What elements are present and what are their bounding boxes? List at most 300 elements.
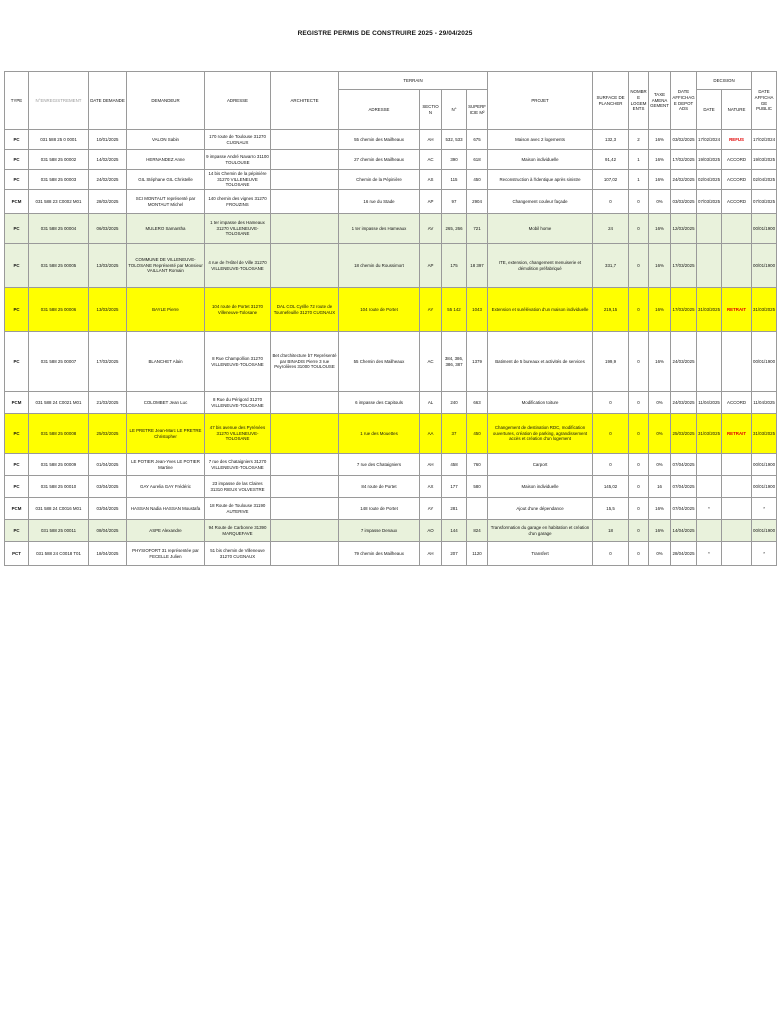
date-public-cell: 00/01/1900 <box>752 520 777 542</box>
architecte-cell <box>271 392 339 414</box>
terrain-adresse-cell: 79 chemin des Mailheaux <box>339 542 420 566</box>
adresse-cell: 8 Rue du Périgord 31270 VILLENEUVE-TOLOSANE <box>205 392 271 414</box>
date-depot-cell: 12/03/2025 <box>671 214 697 244</box>
terrain-adresse-cell: 148 route de Portet <box>339 498 420 520</box>
date-demande-cell: 24/02/2025 <box>89 170 127 190</box>
surface-cell: 91,42 <box>593 150 629 170</box>
date-public-cell: 11/04/2025 <box>752 392 777 414</box>
section-cell: AH <box>420 542 442 566</box>
header-date-demande: DATE DEMANDE <box>89 72 127 130</box>
date-public-cell: 00/01/1900 <box>752 332 777 392</box>
projet-cell: Reconstruction à l'identique après sinistre <box>488 170 593 190</box>
adresse-cell: 23 impasse de las Claires 31310 RIEUX VOLVESTRE <box>205 476 271 498</box>
header-date-affichage-public: DATE AFFICHAGE PUBLIC <box>752 72 777 130</box>
header-terrain-section: SECTION <box>420 90 442 130</box>
architecte-cell <box>271 476 339 498</box>
section-cell: AH <box>420 454 442 476</box>
date-depot-cell: 03/03/2025 <box>671 190 697 214</box>
header-demandeur: DEMANDEUR <box>127 72 205 130</box>
architecte-cell <box>271 542 339 566</box>
permit-register-table <box>4 71 777 566</box>
date-depot-cell: 24/03/2025 <box>671 392 697 414</box>
logements-cell: 1 <box>629 170 649 190</box>
logements-cell: 0 <box>629 190 649 214</box>
superficie-cell: 675 <box>467 130 488 150</box>
demandeur-cell: MULERO Samantha <box>127 214 205 244</box>
adresse-cell: 9 impasse André Navarro 31100 TOULOUSE <box>205 150 271 170</box>
date-depot-cell: 24/03/2025 <box>671 332 697 392</box>
parcelle-cell: 240 <box>442 392 467 414</box>
projet-cell: Batiment de 5 bureaux et activités de services <box>488 332 593 392</box>
superficie-cell: 1379 <box>467 332 488 392</box>
adresse-cell: 47 bis avenue des Pyrénées 31270 VILLENEUVE-TOLOSANE <box>205 414 271 454</box>
numero-cell: 031 588 25 00008 <box>29 414 89 454</box>
decision-nature-cell: REFUS <box>722 130 752 150</box>
type-cell: PC <box>5 332 29 392</box>
adresse-cell: 51 bis chemin de Villeneuve 31270 CUGNAUX <box>205 542 271 566</box>
taxe-cell: 0% <box>649 414 671 454</box>
demandeur-cell: BAYLE Pierre <box>127 288 205 332</box>
demandeur-cell: SCI MONTAUT représenté par MONTAUT Michel <box>127 190 205 214</box>
adresse-cell: 94 Route de Carbonne 31390 MARQUEFAVE <box>205 520 271 542</box>
decision-date-cell <box>697 454 722 476</box>
parcelle-cell: 458 <box>442 454 467 476</box>
date-public-cell: * <box>752 542 777 566</box>
terrain-adresse-cell: 55 Chemin des Mailheaux <box>339 332 420 392</box>
surface-cell: 18 <box>593 520 629 542</box>
demandeur-cell: ASPE Alexandre <box>127 520 205 542</box>
demandeur-cell: VALON Sabin <box>127 130 205 150</box>
terrain-adresse-cell: 27 chemin des Mailheaux <box>339 150 420 170</box>
parcelle-cell: 384, 386, 386, 387 <box>442 332 467 392</box>
decision-nature-cell <box>722 214 752 244</box>
date-depot-cell: 24/02/2025 <box>671 170 697 190</box>
header-adresse: ADRESSE <box>205 72 271 130</box>
date-public-cell: 31/03/2025 <box>752 414 777 454</box>
parcelle-cell: 390 <box>442 150 467 170</box>
logements-cell: 0 <box>629 288 649 332</box>
decision-date-cell: 17/02/2024 <box>697 130 722 150</box>
taxe-cell: 16% <box>649 332 671 392</box>
projet-cell: Ajout d'une dépendance <box>488 498 593 520</box>
date-depot-cell: 17/03/2025 <box>671 288 697 332</box>
decision-nature-cell: ACCORD <box>722 170 752 190</box>
date-demande-cell: 13/03/2025 <box>89 244 127 288</box>
type-cell: PC <box>5 520 29 542</box>
projet-cell: Transformation du garage en habitation et création d'un garage <box>488 520 593 542</box>
type-cell: PC <box>5 288 29 332</box>
surface-cell: 0 <box>593 190 629 214</box>
terrain-adresse-cell: 18 chemin du Roussimort <box>339 244 420 288</box>
projet-cell: Transfert <box>488 542 593 566</box>
projet-cell: Maison individuelle <box>488 150 593 170</box>
table-row <box>5 244 777 288</box>
decision-date-cell: 19/03/2025 <box>697 150 722 170</box>
type-cell: PC <box>5 170 29 190</box>
surface-cell: 219,15 <box>593 288 629 332</box>
page-title: REGISTRE PERMIS DE CONSTRUIRE 2025 - 29/04/2025 <box>297 30 473 37</box>
header-projet: PROJET <box>488 72 593 130</box>
decision-nature-cell <box>722 498 752 520</box>
projet-cell: Carport <box>488 454 593 476</box>
decision-date-cell: * <box>697 542 722 566</box>
terrain-adresse-cell: 6 impasse des Capitouls <box>339 392 420 414</box>
adresse-cell: 104 route de Portet 31270 Villeneuve-Tolosane <box>205 288 271 332</box>
taxe-cell: 16% <box>649 498 671 520</box>
numero-cell: 031 588 23 C0002 M01 <box>29 190 89 214</box>
date-demande-cell: 21/03/2025 <box>89 392 127 414</box>
parcelle-cell: 265, 266 <box>442 214 467 244</box>
section-cell: AC <box>420 332 442 392</box>
section-cell: AA <box>420 414 442 454</box>
logements-cell: 0 <box>629 454 649 476</box>
section-cell: AY <box>420 498 442 520</box>
date-demande-cell: 06/03/2025 <box>89 214 127 244</box>
header-type: TYPE <box>5 72 29 130</box>
numero-cell: 031 588 25 00007 <box>29 332 89 392</box>
date-demande-cell: 03/04/2025 <box>89 498 127 520</box>
date-public-cell: 00/01/1900 <box>752 214 777 244</box>
surface-cell: 0 <box>593 542 629 566</box>
taxe-cell: 16% <box>649 214 671 244</box>
header-decision-nature: NATURE <box>722 90 752 130</box>
decision-date-cell <box>697 214 722 244</box>
type-cell: PCM <box>5 392 29 414</box>
projet-cell: Extension et surélévation d'un maison individuelle <box>488 288 593 332</box>
header-architecte: ARCHITECTE <box>271 72 339 130</box>
date-depot-cell: 07/04/2025 <box>671 454 697 476</box>
table-row <box>5 476 777 498</box>
terrain-adresse-cell: Chemin de la Pépinière <box>339 170 420 190</box>
decision-date-cell <box>697 476 722 498</box>
logements-cell: 0 <box>629 520 649 542</box>
table-row <box>5 332 777 392</box>
type-cell: PCT <box>5 542 29 566</box>
numero-cell: 031 588 25 00006 <box>29 288 89 332</box>
date-demande-cell: 17/03/2025 <box>89 332 127 392</box>
parcelle-cell: 115 <box>442 170 467 190</box>
taxe-cell: 16% <box>649 150 671 170</box>
architecte-cell <box>271 414 339 454</box>
taxe-cell: 16% <box>649 130 671 150</box>
type-cell: PC <box>5 130 29 150</box>
numero-cell: 031 588 25 00011 <box>29 520 89 542</box>
date-demande-cell: 28/02/2025 <box>89 190 127 214</box>
projet-cell: Maison avec 2 logements <box>488 130 593 150</box>
date-depot-cell: 17/03/2025 <box>671 244 697 288</box>
date-demande-cell: 14/02/2025 <box>89 150 127 170</box>
logements-cell: 0 <box>629 476 649 498</box>
taxe-cell: 16% <box>649 520 671 542</box>
numero-cell: 031 588 25 00002 <box>29 150 89 170</box>
numero-cell: 031 588 24 C0018 T01 <box>29 542 89 566</box>
type-cell: PC <box>5 150 29 170</box>
date-depot-cell: 14/04/2025 <box>671 520 697 542</box>
table-row <box>5 542 777 566</box>
parcelle-cell: 207 <box>442 542 467 566</box>
decision-nature-cell <box>722 332 752 392</box>
terrain-adresse-cell: 104 route de Portet <box>339 288 420 332</box>
taxe-cell: 0% <box>649 454 671 476</box>
superficie-cell: 760 <box>467 454 488 476</box>
date-demande-cell: 18/04/2025 <box>89 542 127 566</box>
section-cell: AC <box>420 150 442 170</box>
superficie-cell: 663 <box>467 392 488 414</box>
architecte-cell: Bet d'architecture b7 Représenté par BINADIS Pierre 3 rue Peyrolières 31000 TOULOUSE <box>271 332 339 392</box>
terrain-adresse-cell: 7 impasse Denaux <box>339 520 420 542</box>
date-depot-cell: 07/04/2025 <box>671 476 697 498</box>
date-demande-cell: 03/04/2025 <box>89 476 127 498</box>
numero-cell: 031 588 25 00010 <box>29 476 89 498</box>
projet-cell: ITE, extension, changement menuiserie et démolition préfabriqué <box>488 244 593 288</box>
section-cell: AX <box>420 476 442 498</box>
architecte-cell <box>271 150 339 170</box>
header-terrain-adresse: ADRESSE <box>339 90 420 130</box>
projet-cell: Mobil home <box>488 214 593 244</box>
adresse-cell: 1 ter impasse des Hameaux 31270 VILLENEUVE-TOLOSANE <box>205 214 271 244</box>
section-cell: AP <box>420 190 442 214</box>
surface-cell: 0 <box>593 414 629 454</box>
logements-cell: 1 <box>629 150 649 170</box>
decision-nature-cell <box>722 520 752 542</box>
terrain-adresse-cell: 7 rue des Chataigniers <box>339 454 420 476</box>
date-depot-cell: 07/04/2025 <box>671 498 697 520</box>
decision-nature-cell <box>722 542 752 566</box>
surface-cell: 132,3 <box>593 130 629 150</box>
decision-nature-cell <box>722 454 752 476</box>
numero-cell: 031 588 25 00005 <box>29 244 89 288</box>
date-demande-cell: 08/04/2025 <box>89 520 127 542</box>
architecte-cell <box>271 214 339 244</box>
date-depot-cell: 03/02/2025 <box>671 130 697 150</box>
table-row <box>5 454 777 476</box>
table-row <box>5 170 777 190</box>
terrain-adresse-cell: 1 rue des Mouettes <box>339 414 420 454</box>
date-demande-cell: 25/03/2025 <box>89 414 127 454</box>
demandeur-cell: BLANCHET Alain <box>127 332 205 392</box>
adresse-cell: 7 rue des Chataigniers 31270 VILLENEUVE-TOLOSANE <box>205 454 271 476</box>
demandeur-cell: GIL Stéphane GIL Christelle <box>127 170 205 190</box>
date-public-cell: 00/01/1900 <box>752 244 777 288</box>
date-depot-cell: 28/04/2025 <box>671 542 697 566</box>
decision-date-cell <box>697 520 722 542</box>
permit-rows <box>5 130 777 566</box>
date-depot-cell: 25/03/2025 <box>671 414 697 454</box>
architecte-cell <box>271 190 339 214</box>
decision-nature-cell: ACCORD <box>722 190 752 214</box>
decision-nature-cell: ACCORD <box>722 150 752 170</box>
demandeur-cell: GAY Aurelia GAY Frédéric <box>127 476 205 498</box>
section-cell: AO <box>420 520 442 542</box>
surface-cell: 331,7 <box>593 244 629 288</box>
demandeur-cell: HERNANDEZ Anne <box>127 150 205 170</box>
superficie-cell: 1043 <box>467 288 488 332</box>
numero-cell: 031 588 25 00009 <box>29 454 89 476</box>
demandeur-cell: LE PRETRE Jean-Marc LE PRETRE Christopher <box>127 414 205 454</box>
terrain-adresse-cell: 1 ter impasse des Hameaux <box>339 214 420 244</box>
date-public-cell: 02/04/2025 <box>752 170 777 190</box>
logements-cell: 0 <box>629 392 649 414</box>
adresse-cell: 4 rue de l'Hôtel de Ville 31270 VILLENEUVE-TOLOSANE <box>205 244 271 288</box>
type-cell: PCM <box>5 190 29 214</box>
logements-cell: 0 <box>629 542 649 566</box>
date-public-cell: 31/03/2025 <box>752 288 777 332</box>
surface-cell: 145,02 <box>593 476 629 498</box>
header-taxe: TAXE AMENAGEMENT <box>649 72 671 130</box>
decision-nature-cell <box>722 476 752 498</box>
parcelle-cell: 281 <box>442 498 467 520</box>
logements-cell: 0 <box>629 214 649 244</box>
type-cell: PC <box>5 476 29 498</box>
demandeur-cell: HASSAN Nadia HASSAN Moustafa <box>127 498 205 520</box>
table-row <box>5 498 777 520</box>
table-row <box>5 520 777 542</box>
demandeur-cell: LE POTIER Jean-Yves LE POTIER Martine <box>127 454 205 476</box>
taxe-cell: 16% <box>649 288 671 332</box>
parcelle-cell: 177 <box>442 476 467 498</box>
logements-cell: 0 <box>629 244 649 288</box>
date-public-cell: 17/02/2024 <box>752 130 777 150</box>
decision-nature-cell: ACCORD <box>722 392 752 414</box>
projet-cell: Modification toiture <box>488 392 593 414</box>
logements-cell: 0 <box>629 414 649 454</box>
parcelle-cell: 37 <box>442 414 467 454</box>
date-public-cell: * <box>752 498 777 520</box>
surface-cell: 24 <box>593 214 629 244</box>
table-row <box>5 414 777 454</box>
section-cell: AY <box>420 288 442 332</box>
parcelle-cell: 97 <box>442 190 467 214</box>
numero-cell: 031 588 25 00004 <box>29 214 89 244</box>
surface-cell: 15,5 <box>593 498 629 520</box>
logements-cell: 0 <box>629 498 649 520</box>
section-cell: AH <box>420 130 442 150</box>
header-decision-date: DATE <box>697 90 722 130</box>
taxe-cell: 0% <box>649 542 671 566</box>
adresse-cell: 8 Rue Champollion 31270 VILLENEUVE-TOLOSANE <box>205 332 271 392</box>
superficie-cell: 1120 <box>467 542 488 566</box>
decision-nature-cell: RETRAIT <box>722 414 752 454</box>
decision-date-cell <box>697 244 722 288</box>
parcelle-cell: 55 142 <box>442 288 467 332</box>
terrain-adresse-cell: 16 rue du Stade <box>339 190 420 214</box>
decision-date-cell: 07/03/2025 <box>697 190 722 214</box>
superficie-cell: 721 <box>467 214 488 244</box>
date-public-cell: 00/01/1900 <box>752 454 777 476</box>
taxe-cell: 0% <box>649 190 671 214</box>
architecte-cell <box>271 520 339 542</box>
numero-cell: 031 588 25 0 0001 <box>29 130 89 150</box>
table-row <box>5 288 777 332</box>
type-cell: PC <box>5 414 29 454</box>
adresse-cell: 140 chemin des vignes 31270 FROUZINS <box>205 190 271 214</box>
decision-date-cell: * <box>697 498 722 520</box>
numero-cell: 031 588 25 00003 <box>29 170 89 190</box>
date-demande-cell: 13/03/2025 <box>89 288 127 332</box>
surface-cell: 199,9 <box>593 332 629 392</box>
decision-date-cell: 11/04/2025 <box>697 392 722 414</box>
adresse-cell: 14 bis Chemin de la pépinière 31270 VILLENEUVE TOLOSANE <box>205 170 271 190</box>
section-cell: AV <box>420 214 442 244</box>
logements-cell: 0 <box>629 332 649 392</box>
type-cell: PC <box>5 244 29 288</box>
taxe-cell: 16% <box>649 170 671 190</box>
date-demande-cell: 01/04/2025 <box>89 454 127 476</box>
type-cell: PC <box>5 214 29 244</box>
parcelle-cell: 175 <box>442 244 467 288</box>
header-terrain: TERRAIN <box>339 72 488 90</box>
table-row <box>5 214 777 244</box>
adresse-cell: 170 route de Toulouse 31270 CUGNAUX <box>205 130 271 150</box>
architecte-cell <box>271 454 339 476</box>
superficie-cell: 450 <box>467 414 488 454</box>
projet-cell: Changement couleur façade <box>488 190 593 214</box>
date-public-cell: 00/01/1900 <box>752 476 777 498</box>
header-decision: DECISION <box>697 72 752 90</box>
architecte-cell <box>271 244 339 288</box>
superficie-cell: 450 <box>467 170 488 190</box>
numero-cell: 031 588 24 C0016 M01 <box>29 498 89 520</box>
surface-cell: 0 <box>593 392 629 414</box>
table-row <box>5 392 777 414</box>
table-row <box>5 190 777 214</box>
superficie-cell: 824 <box>467 520 488 542</box>
architecte-cell <box>271 130 339 150</box>
superficie-cell: 580 <box>467 476 488 498</box>
architecte-cell <box>271 170 339 190</box>
section-cell: AS <box>420 170 442 190</box>
header-terrain-superficie: SUPERFICIE M² <box>467 90 488 130</box>
table-row <box>5 150 777 170</box>
architecte-cell <box>271 498 339 520</box>
projet-cell: Changement de destination RDC, modification ouvertures, création de parking, agrandissement accès et création d'un logement <box>488 414 593 454</box>
decision-date-cell <box>697 332 722 392</box>
table-row <box>5 130 777 150</box>
date-public-cell: 19/03/2025 <box>752 150 777 170</box>
superficie-cell: 618 <box>467 150 488 170</box>
parcelle-cell: 532, 533 <box>442 130 467 150</box>
surface-cell: 107,02 <box>593 170 629 190</box>
header-date-affichage-depot: DATE AFFICHAGE DEPOT ADS <box>671 72 697 130</box>
demandeur-cell: COMMUNE DE VILLENEUVE-TOLOSANE Représenté par Monsieur VAILLANT Romain <box>127 244 205 288</box>
date-depot-cell: 17/02/2025 <box>671 150 697 170</box>
header-numero: N°ENREGISTREMENT <box>29 72 89 130</box>
surface-cell: 0 <box>593 454 629 476</box>
superficie-cell: 18 397 <box>467 244 488 288</box>
decision-nature-cell: RETRAIT <box>722 288 752 332</box>
adresse-cell: 18 Route de Toulouse 31190 AUTERIVE <box>205 498 271 520</box>
decision-date-cell: 02/04/2025 <box>697 170 722 190</box>
section-cell: AP <box>420 244 442 288</box>
terrain-adresse-cell: 55 chemin des Mailheaux <box>339 130 420 150</box>
demandeur-cell: PHYSIOFORT 31 représentée par FECELLE Julien <box>127 542 205 566</box>
date-demande-cell: 10/01/2025 <box>89 130 127 150</box>
type-cell: PCM <box>5 498 29 520</box>
taxe-cell: 0% <box>649 392 671 414</box>
taxe-cell: 16 <box>649 476 671 498</box>
projet-cell: Maison individuelle <box>488 476 593 498</box>
header-surface-plancher: SURFACE DE PLANCHER <box>593 72 629 130</box>
taxe-cell: 16% <box>649 244 671 288</box>
numero-cell: 031 588 24 C0021 M01 <box>29 392 89 414</box>
superficie-cell: 2904 <box>467 190 488 214</box>
demandeur-cell: COLOMBET Jean Luc <box>127 392 205 414</box>
decision-nature-cell <box>722 244 752 288</box>
date-public-cell: 07/03/2025 <box>752 190 777 214</box>
header-nombre-logements: NOMBRE LOGEMENTS <box>629 72 649 130</box>
decision-date-cell: 31/03/2025 <box>697 288 722 332</box>
terrain-adresse-cell: 84 route de Portet <box>339 476 420 498</box>
